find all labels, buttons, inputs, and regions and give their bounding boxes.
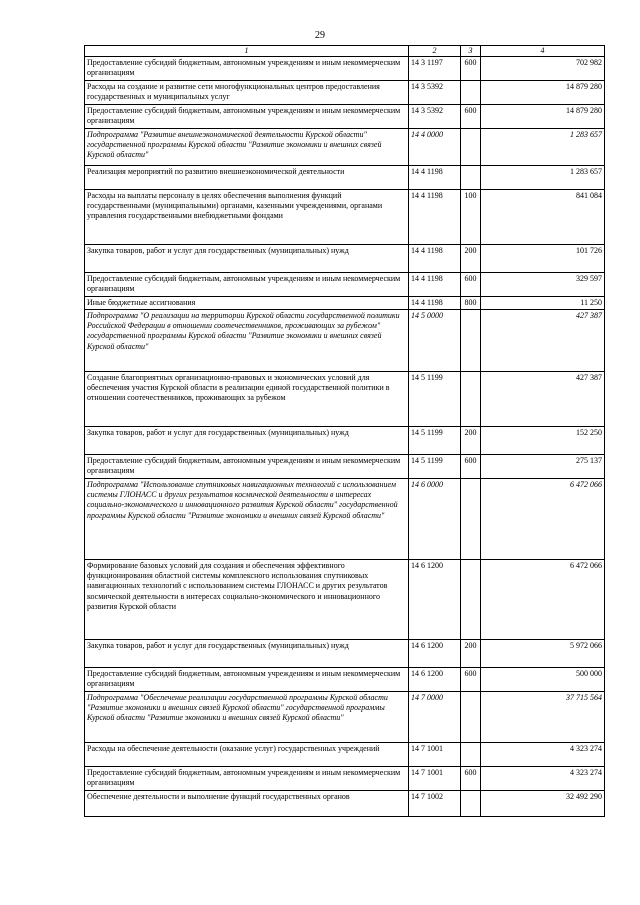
row-amount: 4 323 274 — [481, 742, 605, 766]
row-name: Предоставление субсидий бюджетным, автономным учреждениям и иным некоммерческим организациям — [85, 57, 409, 80]
table-row — [85, 272, 605, 296]
row-name: Закупка товаров, работ и услуг для государственных (муниципальных) нужд — [85, 244, 409, 272]
row-expense-type — [461, 128, 481, 165]
row-amount: 11 250 — [481, 296, 605, 309]
table-row — [85, 667, 605, 691]
row-code: 14 3 5392 — [409, 104, 461, 128]
row-name: Расходы на обеспечение деятельности (оказание услуг) государственных учреждений — [85, 742, 409, 766]
row-amount: 4 323 274 — [481, 766, 605, 790]
row-amount: 152 250 — [481, 426, 605, 454]
row-code: 14 5 1199 — [409, 371, 461, 426]
row-name: Расходы на создание и развитие сети многофункциональных центров предоставления государственных и муниципальных услуг — [85, 80, 409, 104]
row-amount: 37 715 564 — [481, 691, 605, 742]
row-name: Закупка товаров, работ и услуг для государственных (муниципальных) нужд — [85, 426, 409, 454]
row-amount: 427 387 — [481, 309, 605, 371]
column-number: 3 — [461, 46, 481, 57]
page-number: 29 — [315, 30, 325, 41]
row-name: Предоставление субсидий бюджетным, автономным учреждениям и иным некоммерческим организациям — [85, 104, 409, 128]
row-code: 14 4 1198 — [409, 244, 461, 272]
table-row-subprogram — [85, 691, 605, 742]
row-expense-type — [461, 559, 481, 639]
row-name: Закупка товаров, работ и услуг для государственных (муниципальных) нужд — [85, 639, 409, 667]
row-expense-type: 200 — [461, 244, 481, 272]
row-expense-type — [461, 691, 481, 742]
row-name: Реализация мероприятий по развитию внешнеэкономической деятельности — [85, 165, 409, 189]
row-code: 14 4 1198 — [409, 296, 461, 309]
row-name: Предоставление субсидий бюджетным, автономным учреждениям и иным некоммерческим организациям — [85, 272, 409, 296]
row-expense-type — [461, 309, 481, 371]
table-row — [85, 639, 605, 667]
row-name: Создание благоприятных организационно-правовых и экономических условий для обеспечения участия Курской области в реализации единой государственной политики в отношении соотечественников, проживающих за рубежом — [85, 371, 409, 426]
table-row — [85, 426, 605, 454]
row-expense-type — [461, 80, 481, 104]
row-code: 14 7 0000 — [409, 691, 461, 742]
row-name: Формирование базовых условий для создания и обеспечения эффективного функционирования областной системы комплексного использования спутниковых навигационных технологий с использованием системы ГЛОНАСС и других результатов космической деятельности в интересах социально-экономического и инновационного развития Курской области — [85, 559, 409, 639]
table-row — [85, 165, 605, 189]
row-code: 14 3 1197 — [409, 57, 461, 80]
row-expense-type: 200 — [461, 426, 481, 454]
row-name: Подпрограмма "О реализации на территории Курской области государственной политики Российской Федерации в отношении соотечественников, проживающих за рубежом" государственной программы Курской области "Развитие экономики и внешних связей Курской области" — [85, 309, 409, 371]
column-number: 2 — [409, 46, 461, 57]
table-row — [85, 766, 605, 790]
row-code: 14 6 1200 — [409, 559, 461, 639]
row-code: 14 6 1200 — [409, 667, 461, 691]
table-row — [85, 559, 605, 639]
row-amount: 14 879 280 — [481, 104, 605, 128]
row-name: Обеспечение деятельности и выполнение функций государственных органов — [85, 790, 409, 816]
table-row-subprogram — [85, 478, 605, 559]
row-name: Подпрограмма "Обеспечение реализации государственной программы Курской области "Развитие экономики и внешних связей Курской области" государственной программы Курской области "Развитие экономики и внешних связей Курской области" — [85, 691, 409, 742]
row-code: 14 4 1198 — [409, 189, 461, 244]
row-code: 14 5 1199 — [409, 454, 461, 478]
row-expense-type: 600 — [461, 454, 481, 478]
row-code: 14 5 1199 — [409, 426, 461, 454]
table-row — [85, 104, 605, 128]
row-code: 14 7 1002 — [409, 790, 461, 816]
row-amount: 841 084 — [481, 189, 605, 244]
row-amount: 14 879 280 — [481, 80, 605, 104]
row-expense-type — [461, 371, 481, 426]
table-row — [85, 371, 605, 426]
row-expense-type: 600 — [461, 667, 481, 691]
column-number-row — [85, 46, 605, 57]
table-row — [85, 790, 605, 816]
row-amount: 1 283 657 — [481, 128, 605, 165]
row-code: 14 6 1200 — [409, 639, 461, 667]
row-name: Подпрограмма "Развитие внешнеэкономической деятельности Курской области" государственной программы Курской области "Развитие экономики и внешних связей Курской области" — [85, 128, 409, 165]
row-expense-type — [461, 790, 481, 816]
table-row-subprogram — [85, 309, 605, 371]
table-row — [85, 296, 605, 309]
row-expense-type: 600 — [461, 104, 481, 128]
row-amount: 32 492 290 — [481, 790, 605, 816]
row-expense-type: 800 — [461, 296, 481, 309]
row-code: 14 4 1198 — [409, 165, 461, 189]
row-amount: 275 137 — [481, 454, 605, 478]
row-amount: 427 387 — [481, 371, 605, 426]
row-name: Иные бюджетные ассигнования — [85, 296, 409, 309]
column-number: 1 — [85, 46, 409, 57]
row-expense-type: 100 — [461, 189, 481, 244]
column-number: 4 — [481, 46, 605, 57]
row-code: 14 3 5392 — [409, 80, 461, 104]
row-amount: 500 000 — [481, 667, 605, 691]
row-expense-type: 200 — [461, 639, 481, 667]
row-name: Предоставление субсидий бюджетным, автономным учреждениям и иным некоммерческим организациям — [85, 766, 409, 790]
row-name: Предоставление субсидий бюджетным, автономным учреждениям и иным некоммерческим организациям — [85, 667, 409, 691]
row-amount: 6 472 066 — [481, 559, 605, 639]
row-name: Расходы на выплаты персоналу в целях обеспечения выполнения функций государственными (муниципальными) органами, казенными учреждениями, органами управления государственными внебюджетными фондами — [85, 189, 409, 244]
row-code: 14 4 0000 — [409, 128, 461, 165]
row-expense-type — [461, 742, 481, 766]
row-amount: 1 283 657 — [481, 165, 605, 189]
table-row — [85, 244, 605, 272]
row-code: 14 6 0000 — [409, 478, 461, 559]
row-expense-type — [461, 165, 481, 189]
row-code: 14 7 1001 — [409, 742, 461, 766]
row-expense-type: 600 — [461, 766, 481, 790]
table-row — [85, 454, 605, 478]
row-name: Подпрограмма "Использование спутниковых навигационных технологий с использованием системы ГЛОНАСС и других результатов космической деятельности в интересах социально-экономического и инновационного развития Курской области" государственной программы Курской области "Развитие экономики и внешних связей Курской области" — [85, 478, 409, 559]
budget-table — [84, 45, 605, 817]
table-row — [85, 742, 605, 766]
table-row-subprogram — [85, 128, 605, 165]
row-amount: 329 597 — [481, 272, 605, 296]
row-expense-type: 600 — [461, 57, 481, 80]
row-amount: 702 982 — [481, 57, 605, 80]
row-code: 14 7 1001 — [409, 766, 461, 790]
row-expense-type: 600 — [461, 272, 481, 296]
row-amount: 6 472 066 — [481, 478, 605, 559]
row-name: Предоставление субсидий бюджетным, автономным учреждениям и иным некоммерческим организациям — [85, 454, 409, 478]
row-code: 14 4 1198 — [409, 272, 461, 296]
table-row — [85, 189, 605, 244]
row-amount: 5 972 066 — [481, 639, 605, 667]
table-row — [85, 57, 605, 80]
row-expense-type — [461, 478, 481, 559]
row-code: 14 5 0000 — [409, 309, 461, 371]
row-amount: 101 726 — [481, 244, 605, 272]
table-row — [85, 80, 605, 104]
